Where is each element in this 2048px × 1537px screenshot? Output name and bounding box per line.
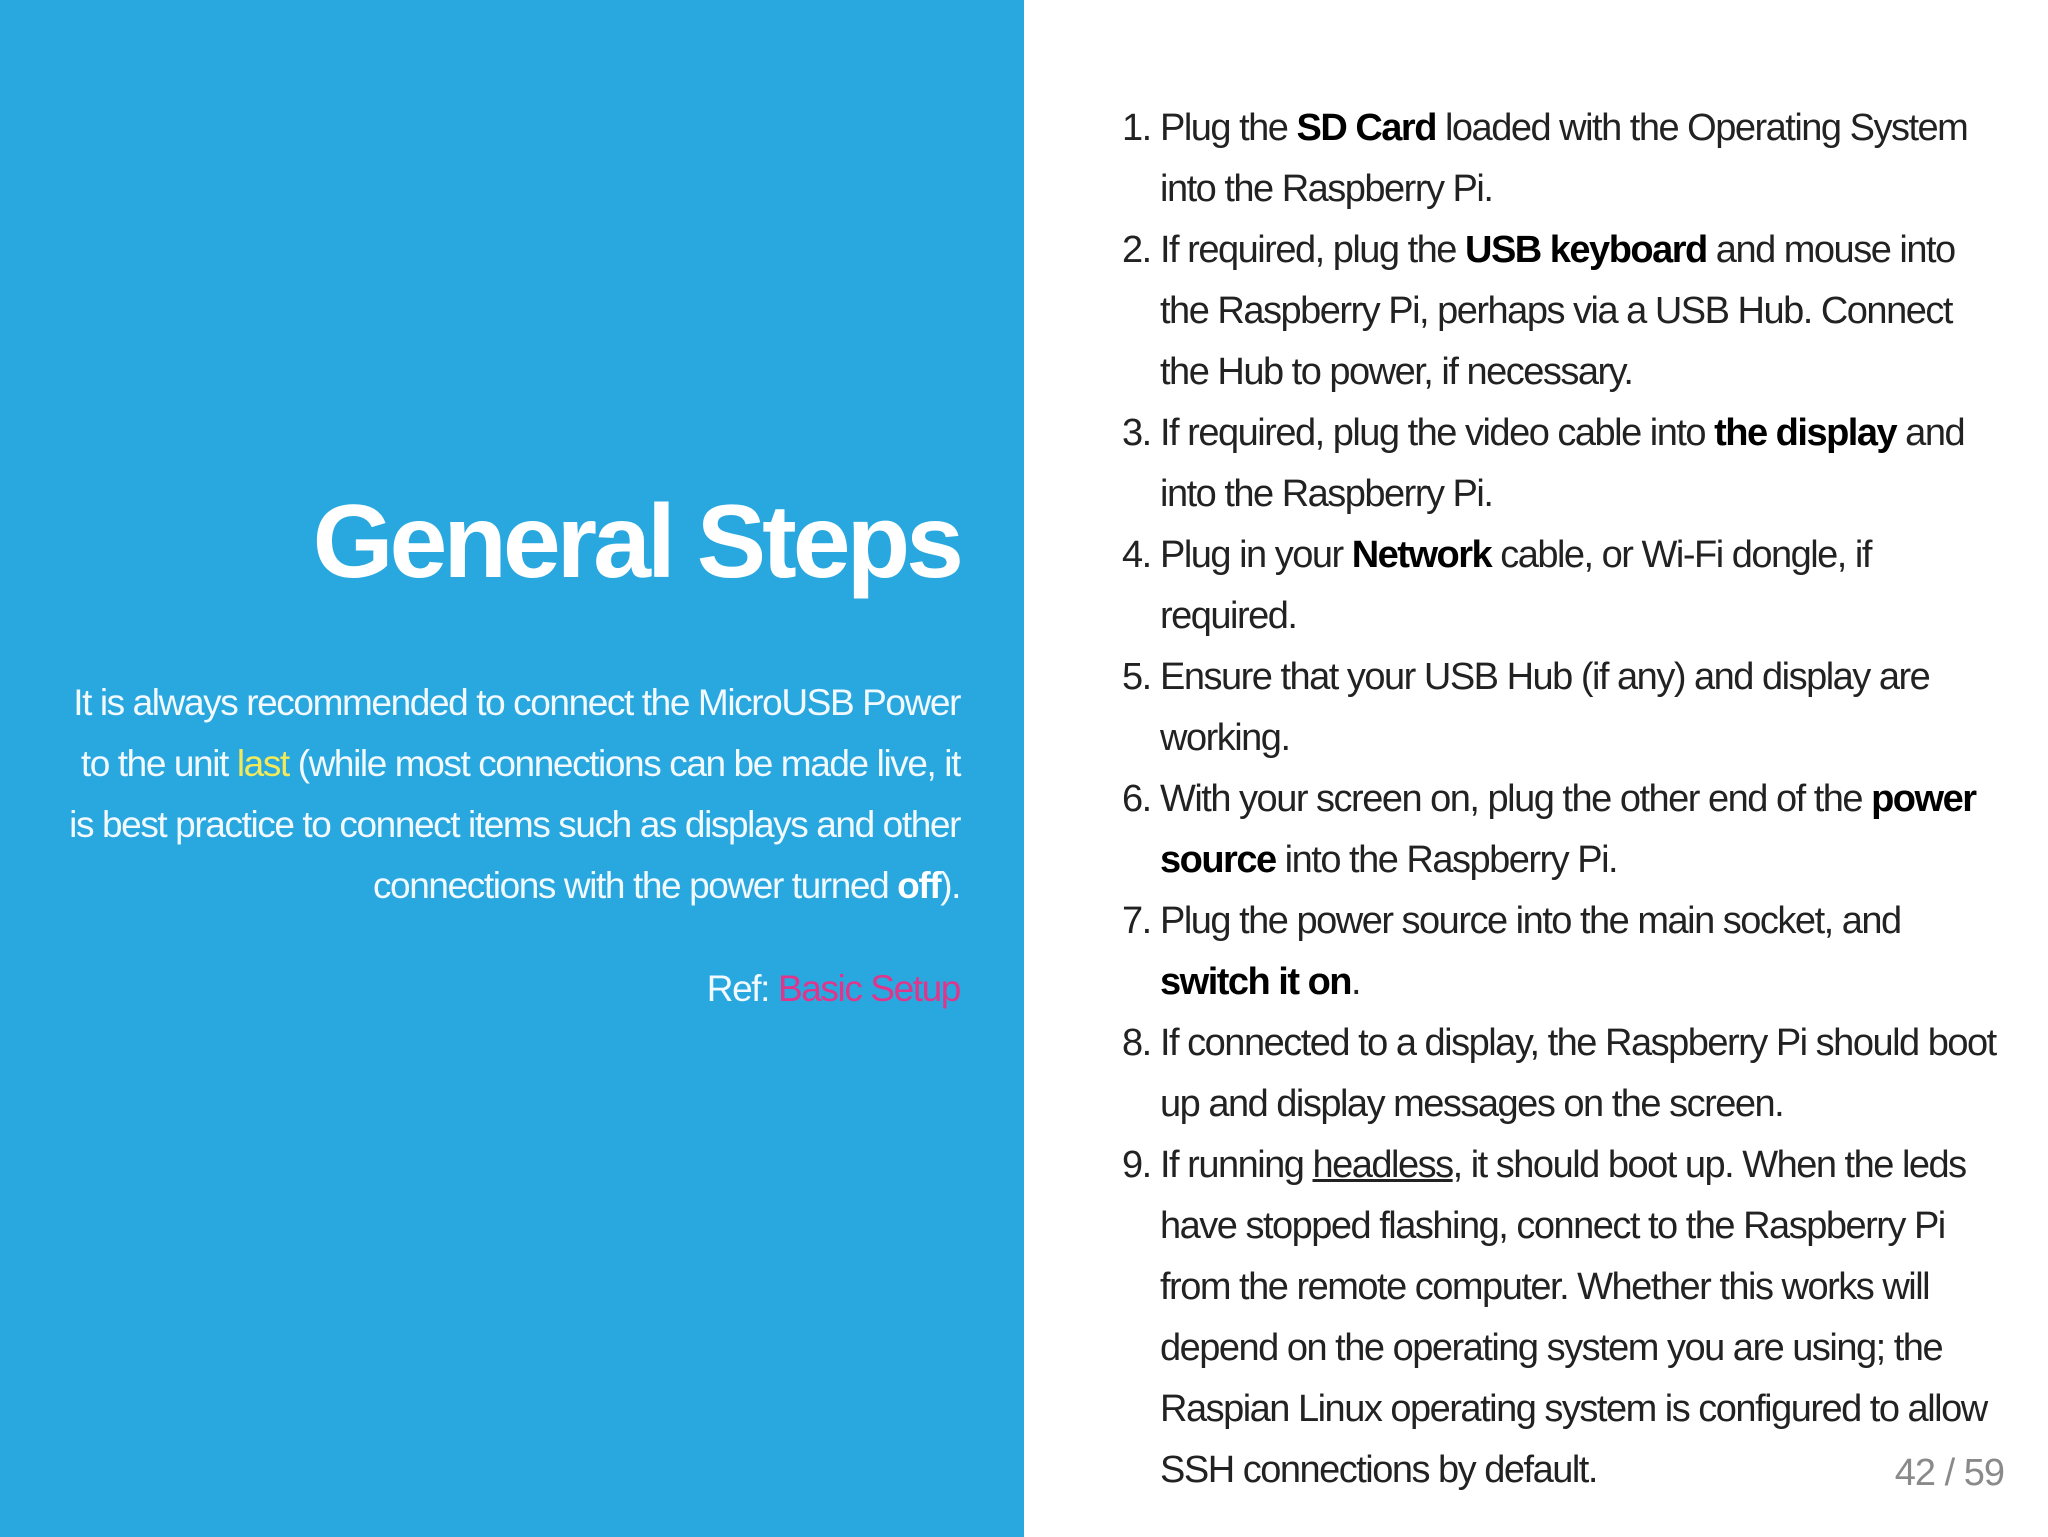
step-item <box>1122 525 2004 647</box>
step-text: and into the Raspberry Pi. <box>1160 412 1965 515</box>
step-number: 6. <box>1122 778 1151 820</box>
intro-emphasis-off: off <box>897 865 941 906</box>
step-text: Ensure that your USB Hub (if any) and display are working. <box>1160 656 1930 759</box>
step-text: cable, or Wi-Fi dongle, if required. <box>1160 534 1871 637</box>
step-number: 5. <box>1122 656 1151 698</box>
step-item <box>1122 403 2004 525</box>
step-text: If running <box>1160 1144 1313 1186</box>
step-bold: SD Card <box>1296 107 1436 149</box>
step-text: , it should boot up. When the leds have stopped flashing, connect to the Raspberry Pi from the remote computer. Whether this works will depend on the operating system you are using; the Raspian Linux operating system is configured to allow SSH connections by default. <box>1160 1144 1987 1491</box>
step-text: If required, plug the video cable into <box>1160 412 1715 454</box>
step-underline-headless: headless <box>1312 1144 1453 1186</box>
step-number: 7. <box>1122 900 1151 942</box>
step-text: loaded with the Operating System into the Raspberry Pi. <box>1160 107 1968 210</box>
ref-label: Ref: <box>706 968 778 1009</box>
step-item <box>1122 98 2004 220</box>
step-item <box>1122 647 2004 769</box>
step-text: Plug in your <box>1160 534 1352 576</box>
step-number: 8. <box>1122 1022 1151 1064</box>
step-bold: Network <box>1351 534 1492 576</box>
step-item <box>1122 1135 2004 1501</box>
step-text: If connected to a display, the Raspberry Pi should boot up and display messages on the screen. <box>1160 1022 1996 1125</box>
step-number: 9. <box>1122 1144 1151 1186</box>
page-counter: 42 / 59 <box>1894 1452 2004 1494</box>
step-text: Plug the power source into the main socket, and <box>1160 900 1901 942</box>
step-bold: USB keyboard <box>1465 229 1707 271</box>
step-item <box>1122 220 2004 403</box>
slide-title: General Steps <box>312 484 960 600</box>
step-bold: the display <box>1714 412 1897 454</box>
intro-highlight-last: last <box>236 743 289 784</box>
step-number: 4. <box>1122 534 1151 576</box>
reference <box>707 958 960 1019</box>
step-number: 3. <box>1122 412 1151 454</box>
step-number: 1. <box>1122 107 1151 149</box>
step-text: With your screen on, plug the other end of the <box>1160 778 1872 820</box>
step-text: Plug the <box>1160 107 1297 149</box>
step-text: into the Raspberry Pi. <box>1275 839 1618 881</box>
intro-text-2: (while most connections can be made live, it is best practice to connect items such as displays and other connections with the power turned <box>69 743 960 906</box>
intro-text-3: ). <box>940 865 960 906</box>
step-item <box>1122 1013 2004 1135</box>
intro-text-1: It is always recommended to connect the MicroUSB Power to the unit <box>73 682 960 784</box>
step-bold: switch it on <box>1160 961 1351 1003</box>
ref-link-basic-setup[interactable]: Basic Setup <box>777 968 960 1009</box>
step-text: If required, plug the <box>1160 229 1465 271</box>
step-item <box>1122 891 2004 1013</box>
step-text: and mouse into the Raspberry Pi, perhaps via a USB Hub. Connect the Hub to power, if necessary. <box>1160 229 1955 393</box>
step-bold: power source <box>1160 778 1976 881</box>
step-item <box>1122 769 2004 891</box>
intro-paragraph <box>50 672 960 916</box>
step-text: . <box>1351 961 1361 1003</box>
steps-list <box>1122 98 2004 1501</box>
step-number: 2. <box>1122 229 1151 271</box>
